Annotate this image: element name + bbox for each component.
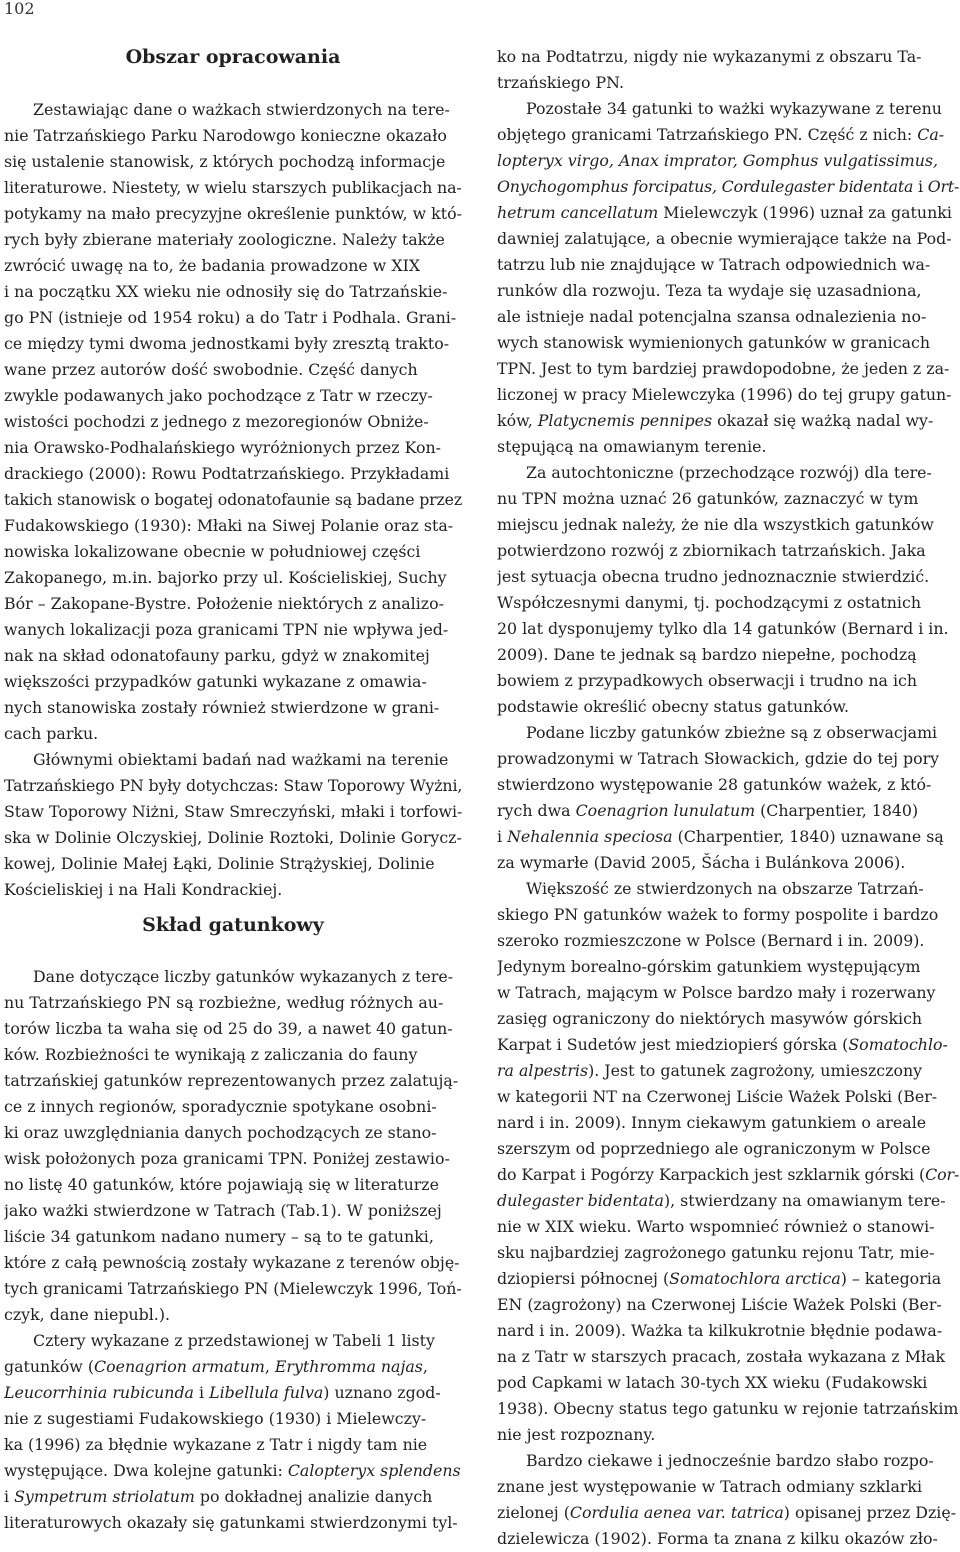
text-line: 20 lat dysponujemy tylko dla 14 gatunków (Bernard i in. [497,619,949,638]
text-line: EN (zagrożony) na Czerwonej Liście Ważek Polski (Ber- [497,1295,942,1314]
text-line: literaturowe. Niestety, w wielu starszych publikacjach na- [4,178,462,197]
text-line: zwrócić uwagę na to, że badania prowadzone w XIX [4,256,421,275]
text-line: wisk położonych poza granicami TPN. Poniżej zestawio- [4,1149,450,1168]
text-line: szerszym od poprzedniego ale ograniczonym w Polsce [497,1139,931,1158]
text-line: nych stanowiska zostały również stwierdzone w grani- [4,698,440,717]
text-line: nie Tatrzańskiego Parku Narodowgo konieczne okazało [4,126,447,145]
text-line: 2009). Dane te jednak są bardzo niepełne, pochodzą [497,645,917,664]
text-line: nie z sugestiami Fudakowskiego (1930) i Mielewczy- [4,1409,427,1428]
text-line [4,1484,462,1510]
text-line: miejscu jednak należy, że nie dla wszystkich gatunków [497,515,934,534]
text-line: Za autochtoniczne (przechodzące rozwój) dla tere- [526,463,932,482]
text-line: nak na skład odonatofauny parku, gdyż w znakomitej [4,646,430,665]
italic-species-name: Onychogomphus forcipatus, Cordulegaster bidentata [497,177,914,196]
text-line [497,1032,959,1058]
text-segment: gatunków ( [4,1357,95,1376]
text-segment: ) opisanej przez Dzię- [783,1503,957,1522]
text-line: nowiska lokalizowane obecnie w południowej części [4,542,421,561]
text-line: Podane liczby gatunków zbieżne są z obserwacjami [526,723,938,742]
text-line: zasięg ograniczony do niektórych masywów górskich [497,1009,923,1028]
text-line: literaturowych okazały się gatunkami stwierdzonymi tyl- [4,1513,458,1532]
text-line: nie jest rozpoznany. [497,1425,656,1444]
text-line: i na początku XX wieku nie odnosiły się do Tatrzańskie- [4,282,448,301]
italic-species-name: Calopteryx splendens [287,1461,461,1480]
text-line [497,1266,959,1292]
text-segment: i [497,827,508,846]
italic-species-name: Somatochlo- [848,1035,948,1054]
text-line: znane jest występowanie w Tatrach odmiany szklarki [497,1477,923,1496]
text-line: nia Orawsko-Podhalańskiego wyróżnionych przez Kon- [4,438,441,457]
text-line: stępującą na omawianym terenie. [497,437,767,456]
italic-species-name: Erythromma najas [274,1357,423,1376]
text-line: cach parku. [4,724,99,743]
text-line: ale istnieje nadal potencjalna szansa odnalezienia no- [497,307,927,326]
text-line [497,1500,959,1526]
text-line: za wymarłe (David 2005, Šácha i Bulánkova 2006). [497,853,906,872]
text-segment: Mielewczyk (1996) uznał za gatunki [658,203,952,222]
text-line: czyk, dane niepubl.). [4,1305,171,1324]
text-segment: ) uznano zgod- [323,1383,441,1402]
text-line: na z Tatr w starszych pracach, została wykazana z Młak [497,1347,946,1366]
text-line: Bór – Zakopane-Bystre. Położenie niektórych z analizo- [4,594,444,613]
italic-species-name: Libellula fulva [209,1383,324,1402]
text-segment: objętego granicami Tatrzańskiego PN. Część z nich: [497,125,918,144]
text-line: Dane dotyczące liczby gatunków wykazanych z tere- [33,967,454,986]
italic-species-name: dulegaster bidentata [497,1191,664,1210]
text-line: Większość ze stwierdzonych na obszarze Tatrzań- [526,879,924,898]
text-line: torów liczba ta waha się od 25 do 39, a nawet 40 gatun- [4,1019,453,1038]
text-line: jest sytuacja obecna trudno jednoznacznie stwierdzić. [497,567,930,586]
text-line: takich stanowisk o bogatej odonatofaunie są badane przez [4,490,462,509]
text-line [497,148,959,174]
text-line: Kościeliskiej i na Hali Kondrackiej. [4,880,283,899]
text-segment: (Charpentier, 1840) [755,801,919,820]
text-line: ska w Dolinie Olczyskiej, Dolinie Roztoki, Dolinie Gorycz- [4,828,462,847]
text-line: Zakopanego, m.in. bajorko przy ul. Kościeliskiej, Suchy [4,568,447,587]
text-line: większości przypadków gatunki wykazane z omawia- [4,672,427,691]
text-line [4,1354,462,1380]
text-line: Staw Toporowy Niżni, Staw Smreczyński, młaki i torfowi- [4,802,462,821]
text-line: ki oraz uwzględniania danych pochodzących ze stano- [4,1123,437,1142]
text-line: wych stanowisk wymienionych gatunków w granicach [497,333,931,352]
text-line: ko na Podtatrzu, nigdy nie wykazanymi z obszaru Ta- [497,47,922,66]
text-line: nie w XIX wieku. Warto wspomnieć również o stanowi- [497,1217,935,1236]
text-segment: zielonej ( [497,1503,570,1522]
text-line: Pozostałe 34 gatunki to ważki wykazywane z terenu [526,99,942,118]
text-line: sku najbardziej zagrożonego gatunku rejonu Tatr, mie- [497,1243,935,1262]
text-line [497,200,959,226]
italic-species-name: Leucorrhinia rubicunda [4,1383,194,1402]
italic-species-name: Nehalennia speciosa [507,827,673,846]
text-segment: ) – kategoria [840,1269,942,1288]
text-line: go PN (istnieje od 1954 roku) a do Tatr i Podhala. Grani- [4,308,457,327]
text-line [4,1380,462,1406]
text-line: kowej, Dolinie Małej Łąki, Dolinie Strążyskiej, Dolinie [4,854,435,873]
italic-species-name: Ca- [917,125,945,144]
text-segment: i [4,1487,15,1506]
text-line: wistości pochodzi z jednego z mezoregionów Obniże- [4,412,429,431]
section-heading: Obszar opracowania [125,46,341,68]
text-line: trzańskiego PN. [497,73,624,92]
italic-species-name: Sympetrum striolatum [14,1487,195,1506]
text-line: TPN. Jest to tym bardziej prawdopodobne, że jeden z za- [497,359,950,378]
text-segment: i [193,1383,210,1402]
text-line: wane przez autorów dość swobodnie. Część danych [4,360,418,379]
text-line [497,122,959,148]
text-line: Fudakowskiego (1930): Młaki na Siwej Polanie oraz sta- [4,516,454,535]
text-line: 1938). Obecny status tego gatunku w rejonie tatrzańskim [497,1399,959,1418]
text-segment: okazał się ważką nadal wy- [712,411,934,430]
text-segment: , [264,1357,275,1376]
text-line: nu TPN można uznać 26 gatunków, zaznaczyć w tym [497,489,919,508]
italic-species-name: Cordulia aenea var. tatrica [569,1503,784,1522]
page-number: 102 [4,0,35,18]
text-line: bowiem z przypadkowych obserwacji i trudno na ich [497,671,918,690]
text-line: się ustalenie stanowisk, z których pochodzą informacje [4,152,446,171]
text-segment: rych dwa [497,801,576,820]
text-line: pod Capkami w latach 30-tych XX wieku (Fudakowski [497,1373,928,1392]
text-line: tatrzańskiej gatunków reprezentowanych przez zalatują- [4,1071,459,1090]
text-line: Jedynym borealno-górskim gatunkiem występującym [497,957,921,976]
text-line: Głównymi obiektami badań nad ważkami na terenie [33,750,449,769]
text-line: tych granicami Tatrzańskiego PN (Mielewczyk 1996, Toń- [4,1279,462,1298]
text-line [497,824,959,850]
italic-species-name: Ort- [927,177,959,196]
text-segment: ). Jest to gatunek zagrożony, umieszczony [588,1061,923,1080]
text-line: liście 34 gatunkom nadano numery – są to te gatunki, [4,1227,434,1246]
italic-species-name: Coenagrion lunulatum [575,801,756,820]
text-line: Zestawiając dane o ważkach stwierdzonych na tere- [33,100,450,119]
text-line: dawniej zalatujące, a obecnie wymierające także na Pod- [497,229,952,248]
italic-species-name: Coenagrion armatum [94,1357,265,1376]
text-line [497,1058,959,1084]
text-line: tatrzu lub nie znajdujące w Tatrach odpowiednich wa- [497,255,931,274]
text-line: nu Tatrzańskiego PN są rozbieżne, według różnych au- [4,993,444,1012]
text-line [497,174,959,200]
text-segment: Karpat i Sudetów jest miedziopierś górska ( [497,1035,849,1054]
text-line: Bardzo ciekawe i jednocześnie bardzo słabo rozpo- [526,1451,934,1470]
text-segment: do Karpat i Pogórzy Karpackich jest szklarnik górski ( [497,1165,926,1184]
italic-species-name: Platycnemis pennipes [537,411,713,430]
italic-species-name: Cor- [925,1165,959,1184]
text-line: liczonej w pracy Mielewczyka (1996) do tej grupy gatun- [497,385,952,404]
text-line: prowadzonymi w Tatrach Słowackich, gdzie do tej pory [497,749,940,768]
text-segment: (Charpentier, 1840) uznawane są [672,827,944,846]
text-line: stwierdzono występowanie 28 gatunków ważek, z któ- [497,775,932,794]
text-line [497,1162,959,1188]
text-line [497,1188,959,1214]
text-line: w Tatrach, mającym w Polsce bardzo mały i rozerwany [497,983,936,1002]
italic-species-name: ra alpestris [497,1061,589,1080]
text-line: podstawie określić obecny status gatunków. [497,697,850,716]
text-segment: po dokładnej analizie danych [194,1487,433,1506]
text-line: nard i in. 2009). Ważka ta kilkukrotnie błędnie podawa- [497,1321,943,1340]
text-line [4,1458,462,1484]
text-line [497,408,959,434]
text-segment: dziopiersi północnej ( [497,1269,670,1288]
text-line: zwykle podawanych jako pochodzące z Tatr w rzeczy- [4,386,433,405]
text-line: Tatrzańskiego PN były dotychczas: Staw Toporowy Wyżni, [4,776,462,795]
text-line: no listę 40 gatunków, które pojawiają się w literaturze [4,1175,439,1194]
text-line: ka (1996) za błędnie wykazane z Tatr i nigdy tam nie [4,1435,428,1454]
text-line: szeroko rozmieszczone w Polsce (Bernard i in. 2009). [497,931,925,950]
text-segment: występujące. Dwa kolejne gatunki: [4,1461,288,1480]
text-line [497,798,959,824]
italic-species-name: Somatochlora arctica [669,1269,841,1288]
text-line: Cztery wykazane z przedstawionej w Tabeli 1 listy [33,1331,435,1350]
text-line: potwierdzono rozwój z zbiornikach tatrzańskich. Jaka [497,541,926,560]
text-line: jako ważki stwierdzone w Tatrach (Tab.1). W poniższej [4,1201,442,1220]
text-line: ków. Rozbieżności te wynikają z zaliczania do fauny [4,1045,418,1064]
text-line: drackiego (2000): Rowu Podtatrzańskiego. Przykładami [4,464,450,483]
text-segment: ), stwierdzany na omawianym tere- [663,1191,946,1210]
text-line: w kategorii NT na Czerwonej Liście Ważek Polski (Ber- [497,1087,938,1106]
text-line: ce między tymi dwoma jednostkami były zresztą trakto- [4,334,450,353]
text-segment: ków, [497,411,538,430]
text-segment: , [422,1357,428,1376]
text-line: dzielewicza (1902). Forma ta znana z kilku okazów zło- [497,1529,938,1548]
text-line: skiego PN gatunków ważek to formy pospolite i bardzo [497,905,939,924]
italic-species-name: hetrum cancellatum [497,203,659,222]
text-segment: i [913,177,928,196]
text-line: które z całą pewnością zostały wykazane z terenów obję- [4,1253,460,1272]
text-line: wanych lokalizacji poza granicami TPN nie wpływa jed- [4,620,449,639]
text-line: Współczesnymi danymi, tj. pochodzącymi z ostatnich [497,593,922,612]
text-line: rych były zbierane materiały zoologiczne. Należy także [4,230,445,249]
italic-species-name: lopteryx virgo, Anax imprator, Gomphus vulgatissimus, [497,151,939,170]
text-line: nard i in. 2009). Innym ciekawym gatunkiem o areale [497,1113,927,1132]
text-line: potykamy na mało precyzyjne określenie punktów, w któ- [4,204,462,223]
section-heading: Skład gatunkowy [142,914,324,936]
text-line: ce z innych regionów, sporadycznie spotykane osobni- [4,1097,437,1116]
text-line: runków dla rozwoju. Teza ta wydaje się uzasadniona, [497,281,922,300]
